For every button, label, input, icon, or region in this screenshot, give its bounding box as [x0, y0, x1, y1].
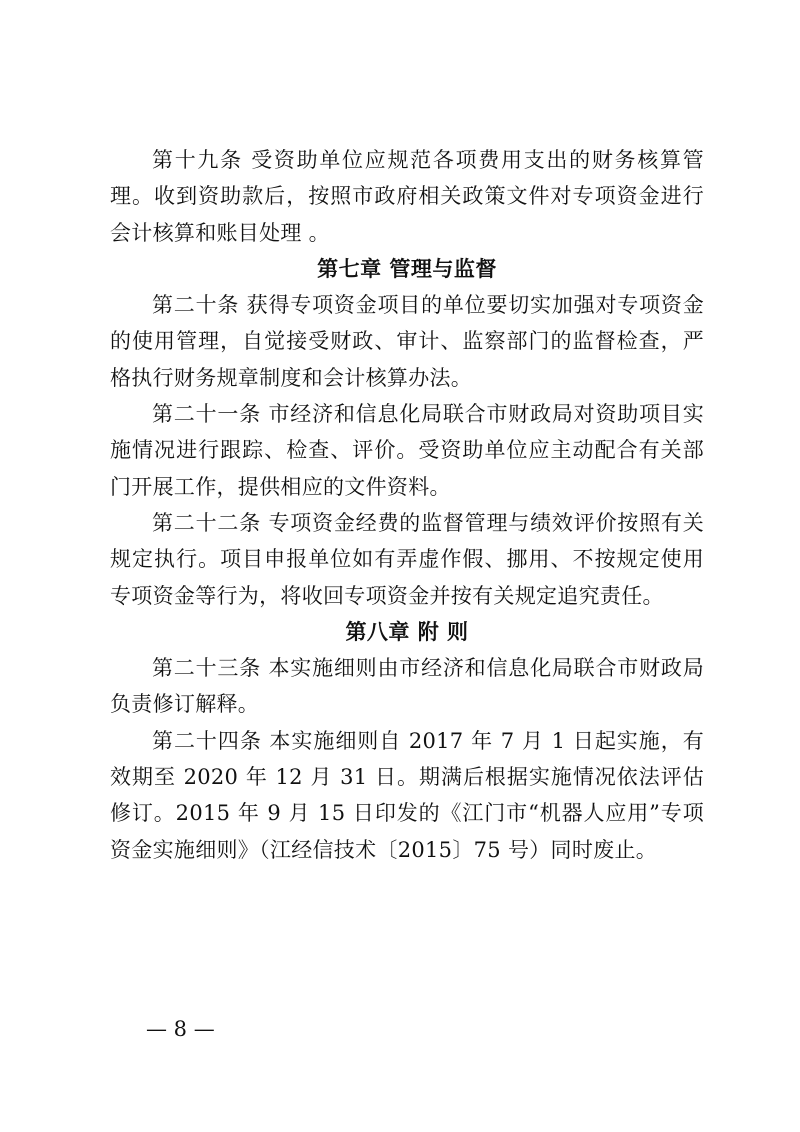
article-24: 第二十四条 本实施细则自 2017 年 7 月 1 日起实施，有效期至 2020 年 12 月 31 日。期满后根据实施情况依法评估修订。2015 年 9 月 15 日印发的《江门市“机器人应用”专项资金实施细则》（江经信技术〔2015〕75 号）同时废止。	[110, 728, 704, 862]
document-body	[110, 142, 704, 868]
article-20: 第二十条 获得专项资金项目的单位要切实加强对专项资金的使用管理，自觉接受财政、审计、监察部门的监督检查，严格执行财务规章制度和会计核算办法。	[110, 293, 704, 390]
chapter-7-heading: 第七章 管理与监督	[317, 256, 497, 281]
page-number: — 8 —	[146, 1017, 215, 1041]
article-21: 第二十一条 市经济和信息化局联合市财政局对资助项目实施情况进行跟踪、检查、评价。受资助单位应主动配合有关部门开展工作，提供相应的文件资料。	[110, 402, 704, 499]
article-23: 第二十三条 本实施细则由市经济和信息化局联合市财政局负责修订解释。	[110, 656, 704, 717]
article-22: 第二十二条 专项资金经费的监督管理与绩效评价按照有关规定执行。项目申报单位如有弄虚作假、挪用、不按规定使用专项资金等行为，将收回专项资金并按有关规定追究责任。	[110, 510, 704, 608]
chapter-8-heading: 第八章 附 则	[345, 619, 469, 644]
article-19: 第十九条 受资助单位应规范各项费用支出的财务核算管理。收到资助款后，按照市政府相关政策文件对专项资金进行会计核算和账目处理 。	[110, 148, 704, 245]
